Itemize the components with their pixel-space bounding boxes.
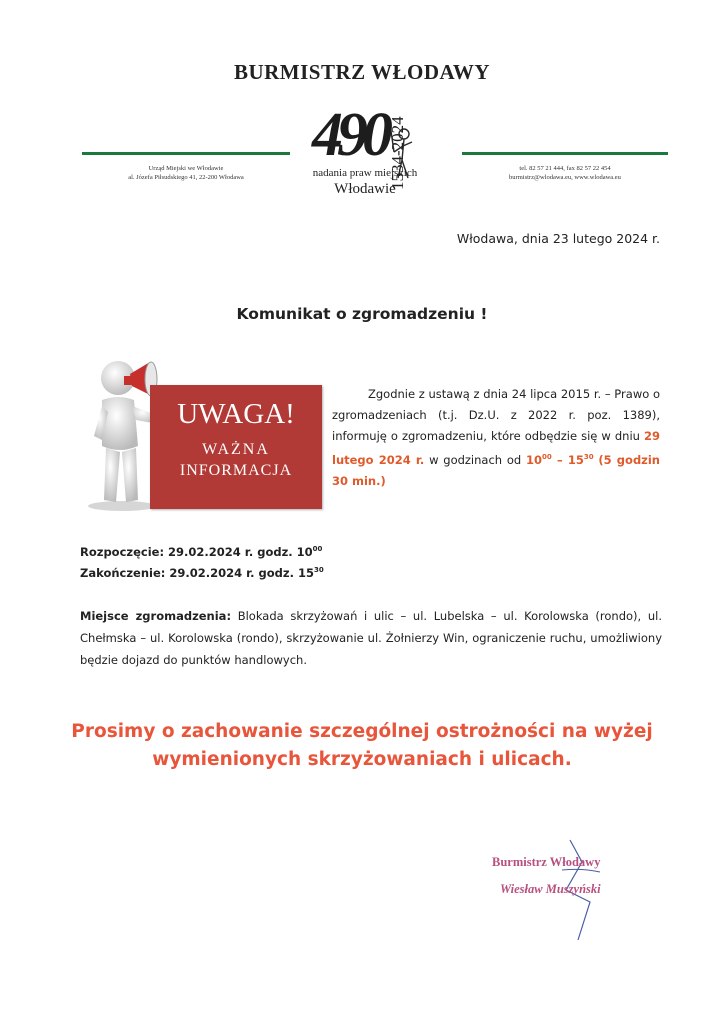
- warning-sign-line3: INFORMACJA: [179, 462, 293, 479]
- warning-sign-line2: WAŻNA: [202, 441, 270, 458]
- intro-text: Zgodnie z ustawą z dnia 24 lipca 2015 r. – Prawo o zgromadzeniach (t.j. Dz.U. z 2022 r. poz. 1389), informuję o zgromadzeniu, które odbędzie się w dniu: [332, 387, 660, 443]
- signature-name: Wiesław Muszyński: [500, 882, 601, 896]
- logo-years: 1534-2024: [388, 116, 407, 190]
- document-date: Włodawa, dnia 23 lutego 2024 r.: [456, 231, 660, 246]
- warning-sign-title: UWAGA!: [177, 398, 295, 430]
- document-title: BURMISTRZ WŁODAWY: [233, 60, 491, 84]
- safety-appeal: [60, 718, 664, 774]
- office-address: [82, 164, 290, 182]
- office-contact: [462, 164, 668, 182]
- end-minutes: 30: [583, 453, 594, 461]
- logo-caption-line2: Włodawie: [334, 181, 396, 197]
- end-time: [80, 566, 324, 580]
- place-text: Blokada skrzyżowań i ulic – ul. Lubelska – ul. Korolowska (rondo), ul. Chełmska – ul. Korolowska (rondo), skrzyżowanie ul. Żołnierzy Win, ograniczenie ruchu, umożliwiony będzie dojazd do punktów handlowych.: [80, 609, 662, 667]
- place-label: Miejsce zgromadzenia:: [80, 609, 232, 623]
- header-divider-left: [82, 152, 290, 155]
- start-time: [80, 545, 322, 559]
- intro-paragraph: [332, 384, 660, 492]
- logo-caption-line1: nadania praw miejskich: [312, 167, 418, 179]
- start-hour: 10: [526, 452, 543, 467]
- office-name: Urząd Miejski we Włodawie: [148, 165, 224, 172]
- hours-dash: –: [556, 452, 563, 467]
- intro-hours-text: w godzinach od: [429, 452, 522, 467]
- end-hour: 15: [567, 452, 584, 467]
- announcement-heading: Komunikat o zgromadzeniu !: [236, 305, 488, 323]
- end-label-minutes: 30: [313, 566, 324, 575]
- place-paragraph: [80, 605, 662, 671]
- event-duration: (5 godzin 30 min.): [332, 452, 660, 488]
- safety-appeal-line2: wymienionych skrzyżowaniach i ulicach.: [152, 749, 572, 770]
- signature-title: Burmistrz Włodawy: [492, 855, 601, 869]
- start-minutes: 00: [542, 453, 552, 461]
- logo-number: 490: [312, 101, 387, 169]
- start-label: Rozpoczęcie: 29.02.2024 r. godz. 10: [80, 545, 313, 559]
- office-street: al. Józefa Piłsudskiego 41, 22-200 Włodawa: [128, 174, 244, 181]
- start-label-minutes: 00: [312, 545, 323, 554]
- end-label: Zakończenie: 29.02.2024 r. godz. 15: [80, 566, 314, 580]
- header-divider-right: [462, 152, 668, 155]
- office-phone: tel. 82 57 21 444, fax 82 57 22 454: [519, 165, 611, 172]
- event-date: 29 lutego 2024 r.: [332, 429, 660, 467]
- event-hours: [526, 453, 594, 467]
- safety-appeal-line1: Prosimy o zachowanie szczególnej ostrożności na wyżej: [71, 721, 653, 742]
- office-email-web: burmistrz@wlodawa.eu, www.wlodawa.eu: [509, 174, 621, 181]
